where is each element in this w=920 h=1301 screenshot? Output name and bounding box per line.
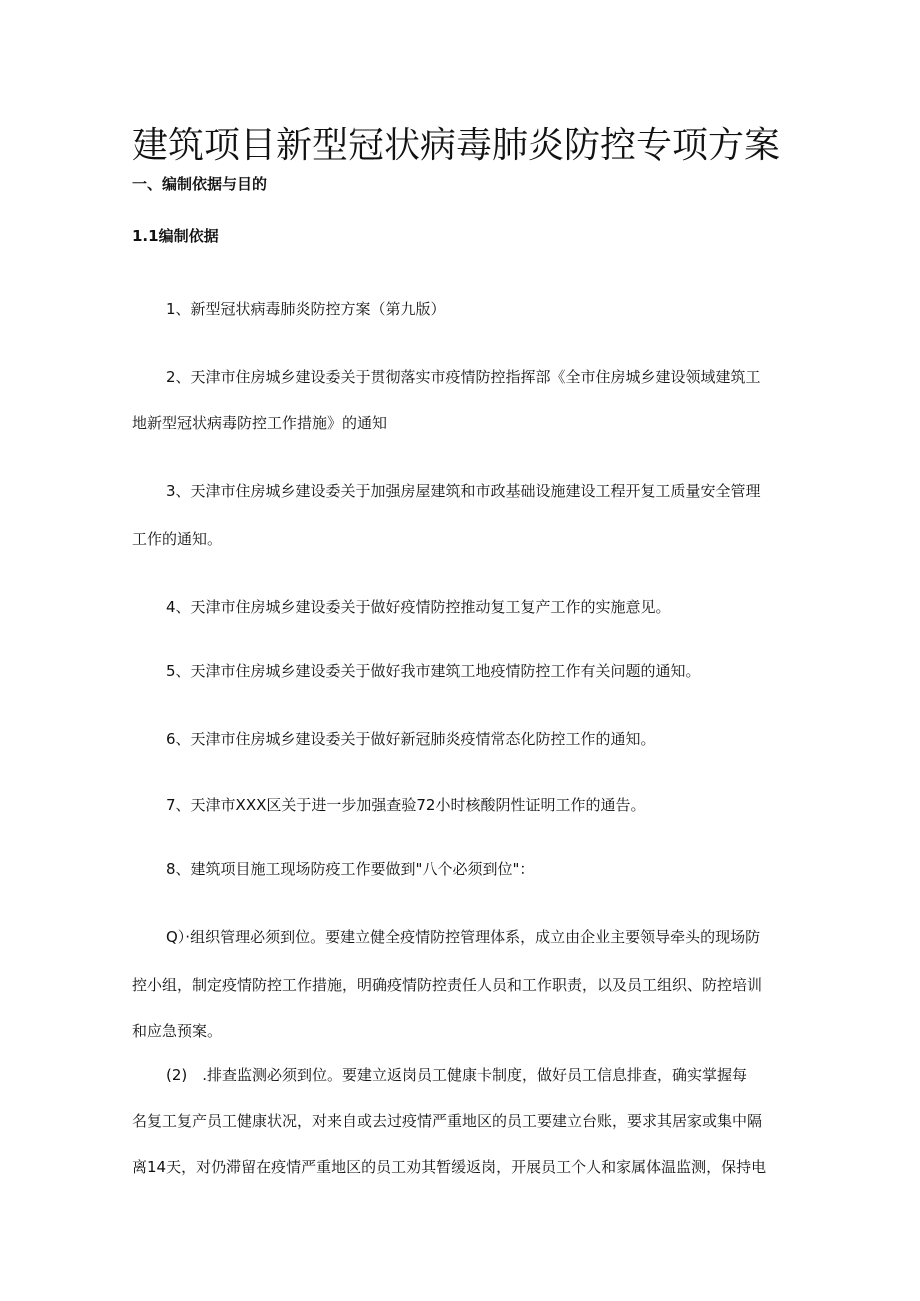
- document-title: 建筑项目新型冠状病毒肺炎防控专项方案: [132, 125, 781, 166]
- paragraph-1-line-2: 控小组，制定疫情防控工作措施，明确疫情防控责任人员和工作职责，以及员工组织、防控培训: [132, 976, 763, 994]
- paragraph-1-line-1: Q）·组织管理必须到位。要建立健全疫情防控管理体系，成立由企业主要领导牵头的现场防: [166, 928, 761, 946]
- subsection-heading: 1.1编制依据: [132, 227, 219, 245]
- basis-item-5: 5、天津市住房城乡建设委关于做好我市建筑工地疫情防控工作有关问题的通知。: [166, 662, 701, 680]
- paragraph-2-line-2: 名复工复产员工健康状况，对来自或去过疫情严重地区的员工要建立台账，要求其居家或集中隔: [132, 1112, 763, 1130]
- basis-item-7: 7、天津市XXX区关于进一步加强查验72小时核酸阴性证明工作的通告。: [166, 796, 646, 814]
- basis-item-3-line-1: 3、天津市住房城乡建设委关于加强房屋建筑和市政基础设施建设工程开复工质量安全管理: [166, 482, 761, 500]
- basis-item-4: 4、天津市住房城乡建设委关于做好疫情防控推动复工复产工作的实施意见。: [166, 598, 671, 616]
- basis-item-2-line-2: 地新型冠状病毒防控工作措施》的通知: [132, 414, 388, 432]
- basis-item-8: 8、建筑项目施工现场防疫工作要做到"八个必须到位"：: [166, 860, 535, 878]
- section-heading: 一、编制依据与目的: [132, 175, 268, 193]
- paragraph-2-line-1: (2) .排查监测必须到位。要建立返岗员工健康卡制度，做好员工信息排查，确实掌握每: [166, 1066, 748, 1084]
- basis-item-6: 6、天津市住房城乡建设委关于做好新冠肺炎疫情常态化防控工作的通知。: [166, 730, 656, 748]
- basis-item-1: 1、新型冠状病毒肺炎防控方案（第九版）: [166, 300, 446, 318]
- basis-item-2-line-1: 2、天津市住房城乡建设委关于贯彻落实市疫情防控指挥部《全市住房城乡建设领域建筑工: [166, 368, 761, 386]
- paragraph-2-line-3: 离14天，对仍滞留在疫情严重地区的员工劝其暂缓返岗，开展员工个人和家属体温监测，保持电: [132, 1158, 767, 1176]
- basis-item-3-line-2: 工作的通知。: [132, 530, 223, 548]
- paragraph-1-line-3: 和应急预案。: [132, 1022, 223, 1040]
